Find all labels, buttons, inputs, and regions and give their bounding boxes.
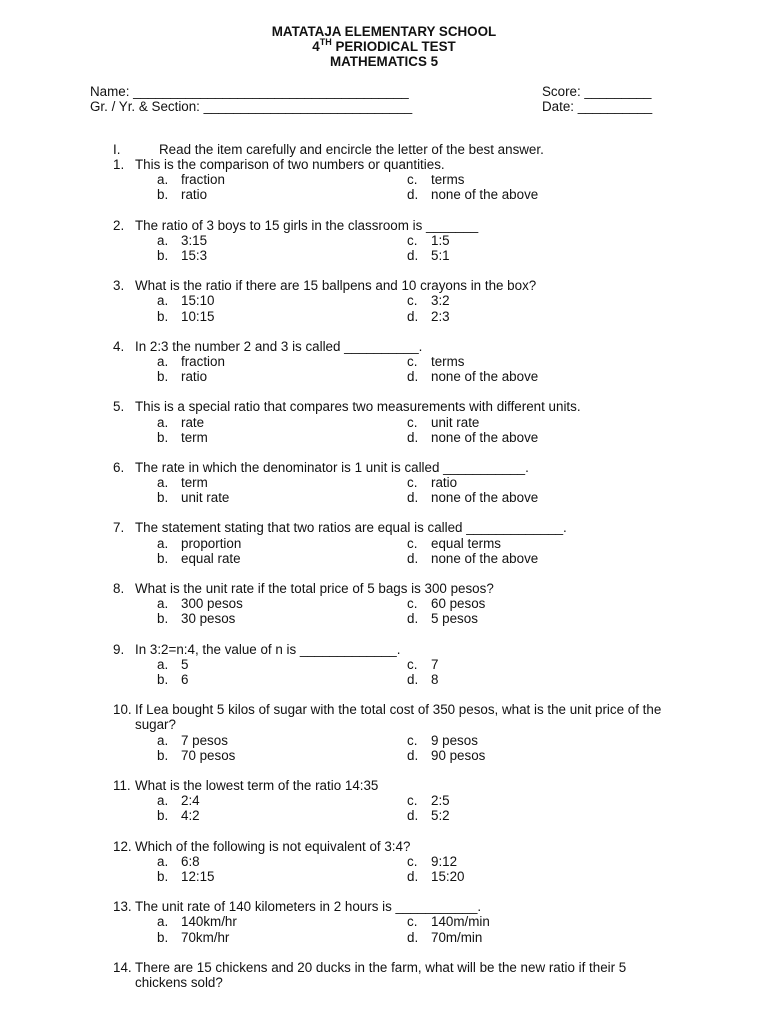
question-text: The rate in which the denominator is 1 unit is called ___________. — [135, 459, 529, 475]
test-title: 4TH PERIODICAL TEST — [312, 36, 456, 55]
answer-option[interactable] — [157, 172, 225, 187]
question-item — [0, 339, 768, 385]
answer-option[interactable] — [407, 793, 450, 808]
option-letter: c. — [407, 293, 418, 309]
question-number: 7. — [113, 520, 125, 536]
option-text: fraction — [181, 353, 225, 369]
answer-option[interactable] — [157, 869, 215, 884]
option-letter: c. — [407, 732, 418, 748]
option-text: 9:12 — [431, 853, 458, 869]
name-field[interactable]: Name: _____________________________________ — [90, 84, 409, 99]
question-item — [0, 778, 768, 824]
answer-option[interactable] — [157, 930, 229, 945]
question-number: 12. — [113, 838, 132, 854]
option-letter: b. — [157, 611, 169, 627]
option-text: equal terms — [431, 535, 501, 551]
question-number: 11. — [113, 777, 131, 793]
answer-option[interactable] — [407, 672, 438, 687]
option-letter: d. — [407, 369, 419, 385]
option-letter: c. — [407, 793, 418, 809]
option-letter: b. — [157, 808, 169, 824]
option-letter: c. — [407, 853, 418, 869]
option-text: 4:2 — [181, 808, 200, 824]
subject-title: MATHEMATICS 5 — [329, 54, 439, 70]
option-text: none of the above — [431, 550, 539, 566]
option-text: 1:5 — [431, 232, 450, 248]
answer-option[interactable] — [407, 415, 479, 430]
option-text: 5 — [181, 656, 189, 672]
question-text: Which of the following is not equivalent of 3:4? — [135, 838, 411, 854]
answer-option[interactable] — [407, 808, 450, 823]
answer-option[interactable] — [407, 172, 464, 187]
question-item — [0, 278, 768, 324]
option-text: 70km/hr — [181, 929, 230, 945]
option-text: 2:3 — [431, 308, 450, 324]
option-letter: c. — [407, 172, 418, 188]
option-letter: a. — [157, 596, 169, 612]
option-letter: d. — [407, 187, 419, 203]
answer-option[interactable] — [407, 233, 450, 248]
option-text: 70m/min — [431, 929, 483, 945]
option-text: terms — [431, 353, 465, 369]
option-letter: d. — [407, 611, 419, 627]
option-text: 3:15 — [181, 232, 208, 248]
option-text: terms — [431, 172, 465, 188]
question-number: 13. — [113, 899, 132, 915]
option-text: 140m/min — [431, 914, 490, 930]
option-text: 10:15 — [181, 308, 215, 324]
option-letter: c. — [407, 596, 418, 612]
question-number: 9. — [113, 641, 125, 657]
option-text: 15:20 — [431, 868, 465, 884]
option-text: term — [181, 429, 208, 445]
answer-option[interactable] — [157, 748, 235, 763]
question-item — [0, 157, 768, 203]
option-letter: c. — [407, 475, 418, 491]
question-number: 10. — [113, 702, 132, 718]
answer-option[interactable] — [157, 354, 225, 369]
option-letter: c. — [407, 353, 418, 369]
score-field[interactable]: Score: _________ — [542, 84, 652, 99]
question-item — [0, 839, 768, 885]
question-text: What is the unit rate if the total price of 5 bags is 300 pesos? — [135, 581, 494, 597]
question-number: 2. — [113, 217, 125, 233]
option-text: 3:2 — [431, 293, 450, 309]
answer-option[interactable] — [407, 536, 501, 551]
option-letter: b. — [157, 308, 169, 324]
option-letter: c. — [407, 232, 418, 248]
question-item — [0, 581, 768, 627]
question-text: If Lea bought 5 kilos of sugar with the total cost of 350 pesos, what is the unit price of the sugar? — [135, 702, 666, 733]
answer-option[interactable] — [407, 733, 478, 748]
option-letter: a. — [157, 535, 169, 551]
option-text: none of the above — [431, 369, 539, 385]
question-item — [0, 218, 768, 264]
question-number: 5. — [113, 399, 125, 415]
option-text: 5 pesos — [431, 611, 478, 627]
option-text: ratio — [431, 475, 458, 491]
option-text: 6:8 — [181, 853, 200, 869]
option-text: fraction — [181, 172, 225, 188]
answer-option[interactable] — [407, 475, 457, 490]
option-letter: c. — [407, 914, 418, 930]
option-letter: b. — [157, 929, 169, 945]
answer-option[interactable] — [157, 914, 237, 929]
answer-option[interactable] — [157, 475, 208, 490]
question-number: 4. — [113, 338, 125, 354]
question-text: The ratio of 3 boys to 15 girls in the classroom is _______ — [135, 217, 479, 233]
answer-option[interactable] — [407, 930, 482, 945]
option-text: none of the above — [431, 429, 539, 445]
answer-option[interactable] — [407, 657, 438, 672]
option-letter: a. — [157, 732, 169, 748]
option-letter: c. — [407, 656, 418, 672]
section-field[interactable]: Gr. / Yr. & Section: ____________________________ — [90, 99, 413, 114]
question-list — [0, 157, 768, 1005]
answer-option[interactable] — [157, 187, 207, 202]
answer-option[interactable] — [157, 415, 204, 430]
answer-option[interactable] — [407, 914, 490, 929]
answer-option[interactable] — [407, 248, 450, 263]
answer-option[interactable] — [157, 733, 228, 748]
option-letter: a. — [157, 914, 169, 930]
answer-option[interactable] — [407, 430, 538, 445]
question-text: This is a special ratio that compares two measurements with different units. — [135, 399, 581, 415]
answer-option[interactable] — [407, 854, 457, 869]
question-text: The unit rate of 140 kilometers in 2 hours is ___________. — [135, 899, 482, 915]
question-number: 14. — [113, 959, 132, 975]
option-letter: b. — [157, 550, 169, 566]
question-item — [0, 899, 768, 945]
option-letter: c. — [407, 414, 418, 430]
answer-option[interactable] — [157, 854, 200, 869]
option-letter: d. — [407, 808, 419, 824]
option-letter: b. — [157, 247, 169, 263]
option-letter: a. — [157, 656, 169, 672]
answer-option[interactable] — [407, 551, 538, 566]
answer-option[interactable] — [157, 248, 207, 263]
question-item — [0, 960, 768, 990]
school-name: MATATAJA ELEMENTARY SCHOOL — [271, 24, 497, 39]
instruction-text: Read the item carefully and encircle the letter of the best answer. — [159, 142, 544, 157]
answer-option[interactable] — [157, 233, 207, 248]
answer-option[interactable] — [157, 551, 241, 566]
option-text: 7 pesos — [181, 732, 228, 748]
option-letter: a. — [157, 853, 169, 869]
option-text: 2:4 — [181, 793, 200, 809]
answer-option[interactable] — [157, 808, 200, 823]
answer-option[interactable] — [157, 611, 235, 626]
option-text: 5:2 — [431, 808, 450, 824]
answer-option[interactable] — [157, 596, 243, 611]
answer-option[interactable] — [157, 657, 188, 672]
option-letter: b. — [157, 672, 169, 688]
date-field[interactable]: Date: __________ — [542, 99, 653, 114]
option-text: 7 — [431, 656, 439, 672]
option-text: 60 pesos — [431, 596, 486, 612]
question-text: This is the comparison of two numbers or quantities. — [135, 157, 445, 172]
option-text: 30 pesos — [181, 611, 236, 627]
option-letter: d. — [407, 747, 419, 763]
answer-option[interactable] — [157, 430, 208, 445]
option-text: unit rate — [431, 414, 480, 430]
question-item — [0, 520, 768, 566]
option-text: ratio — [181, 369, 208, 385]
document-header — [0, 24, 768, 70]
option-text: 8 — [431, 672, 439, 688]
option-text: 2:5 — [431, 793, 450, 809]
question-number: 1. — [113, 157, 125, 172]
option-letter: a. — [157, 475, 169, 491]
answer-option[interactable] — [157, 793, 200, 808]
option-text: equal rate — [181, 550, 241, 566]
answer-option[interactable] — [157, 536, 241, 551]
question-text: In 2:3 the number 2 and 3 is called __________. — [135, 338, 423, 354]
answer-option[interactable] — [157, 490, 229, 505]
question-number: 8. — [113, 581, 125, 597]
option-letter: a. — [157, 232, 169, 248]
option-letter: a. — [157, 414, 169, 430]
question-text: The statement stating that two ratios are equal is called _____________. — [135, 520, 567, 536]
question-text: In 3:2=n:4, the value of n is _____________. — [135, 641, 401, 657]
option-text: 15:10 — [181, 293, 215, 309]
answer-option[interactable] — [407, 293, 450, 308]
option-letter: d. — [407, 868, 419, 884]
answer-option[interactable] — [157, 293, 215, 308]
option-text: term — [181, 475, 208, 491]
answer-option[interactable] — [407, 748, 485, 763]
option-text: none of the above — [431, 187, 539, 203]
option-text: unit rate — [181, 490, 230, 506]
answer-option[interactable] — [157, 369, 207, 384]
answer-option[interactable] — [407, 369, 538, 384]
answer-option[interactable] — [157, 309, 215, 324]
option-letter: a. — [157, 353, 169, 369]
option-letter: d. — [407, 247, 419, 263]
question-item — [0, 702, 768, 763]
option-letter: a. — [157, 293, 169, 309]
option-text: ratio — [181, 187, 208, 203]
option-letter: b. — [157, 369, 169, 385]
option-letter: d. — [407, 672, 419, 688]
question-item — [0, 460, 768, 506]
answer-option[interactable] — [407, 187, 538, 202]
question-text: What is the lowest term of the ratio 14:35 — [135, 777, 379, 793]
section-number: I. — [113, 142, 121, 157]
option-letter: d. — [407, 929, 419, 945]
option-text: none of the above — [431, 490, 539, 506]
option-letter: d. — [407, 429, 419, 445]
question-number: 3. — [113, 278, 125, 294]
answer-option[interactable] — [407, 490, 538, 505]
answer-option[interactable] — [407, 309, 450, 324]
question-item — [0, 399, 768, 445]
option-letter: b. — [157, 868, 169, 884]
option-letter: d. — [407, 308, 419, 324]
answer-option[interactable] — [157, 672, 188, 687]
option-letter: b. — [157, 747, 169, 763]
question-number: 6. — [113, 459, 125, 475]
option-letter: a. — [157, 793, 169, 809]
answer-option[interactable] — [407, 354, 464, 369]
option-text: 15:3 — [181, 247, 208, 263]
option-text: 6 — [181, 672, 189, 688]
answer-option[interactable] — [407, 611, 478, 626]
option-letter: a. — [157, 172, 169, 188]
option-text: 12:15 — [181, 868, 215, 884]
option-letter: b. — [157, 490, 169, 506]
question-text: There are 15 chickens and 20 ducks in the farm, what will be the new ratio if their 5 chickens sold? — [135, 959, 630, 990]
option-text: 140km/hr — [181, 914, 237, 930]
answer-option[interactable] — [407, 869, 465, 884]
option-text: rate — [181, 414, 205, 430]
option-text: 300 pesos — [181, 596, 243, 612]
option-text: 90 pesos — [431, 747, 486, 763]
answer-option[interactable] — [407, 596, 485, 611]
option-text: 70 pesos — [181, 747, 236, 763]
option-letter: d. — [407, 550, 419, 566]
option-letter: b. — [157, 187, 169, 203]
option-letter: c. — [407, 535, 418, 551]
question-text: What is the ratio if there are 15 ballpens and 10 crayons in the box? — [135, 278, 537, 294]
option-letter: d. — [407, 490, 419, 506]
option-text: proportion — [181, 535, 242, 551]
option-text: 5:1 — [431, 247, 450, 263]
option-text: 9 pesos — [431, 732, 478, 748]
option-letter: b. — [157, 429, 169, 445]
question-item — [0, 642, 768, 688]
